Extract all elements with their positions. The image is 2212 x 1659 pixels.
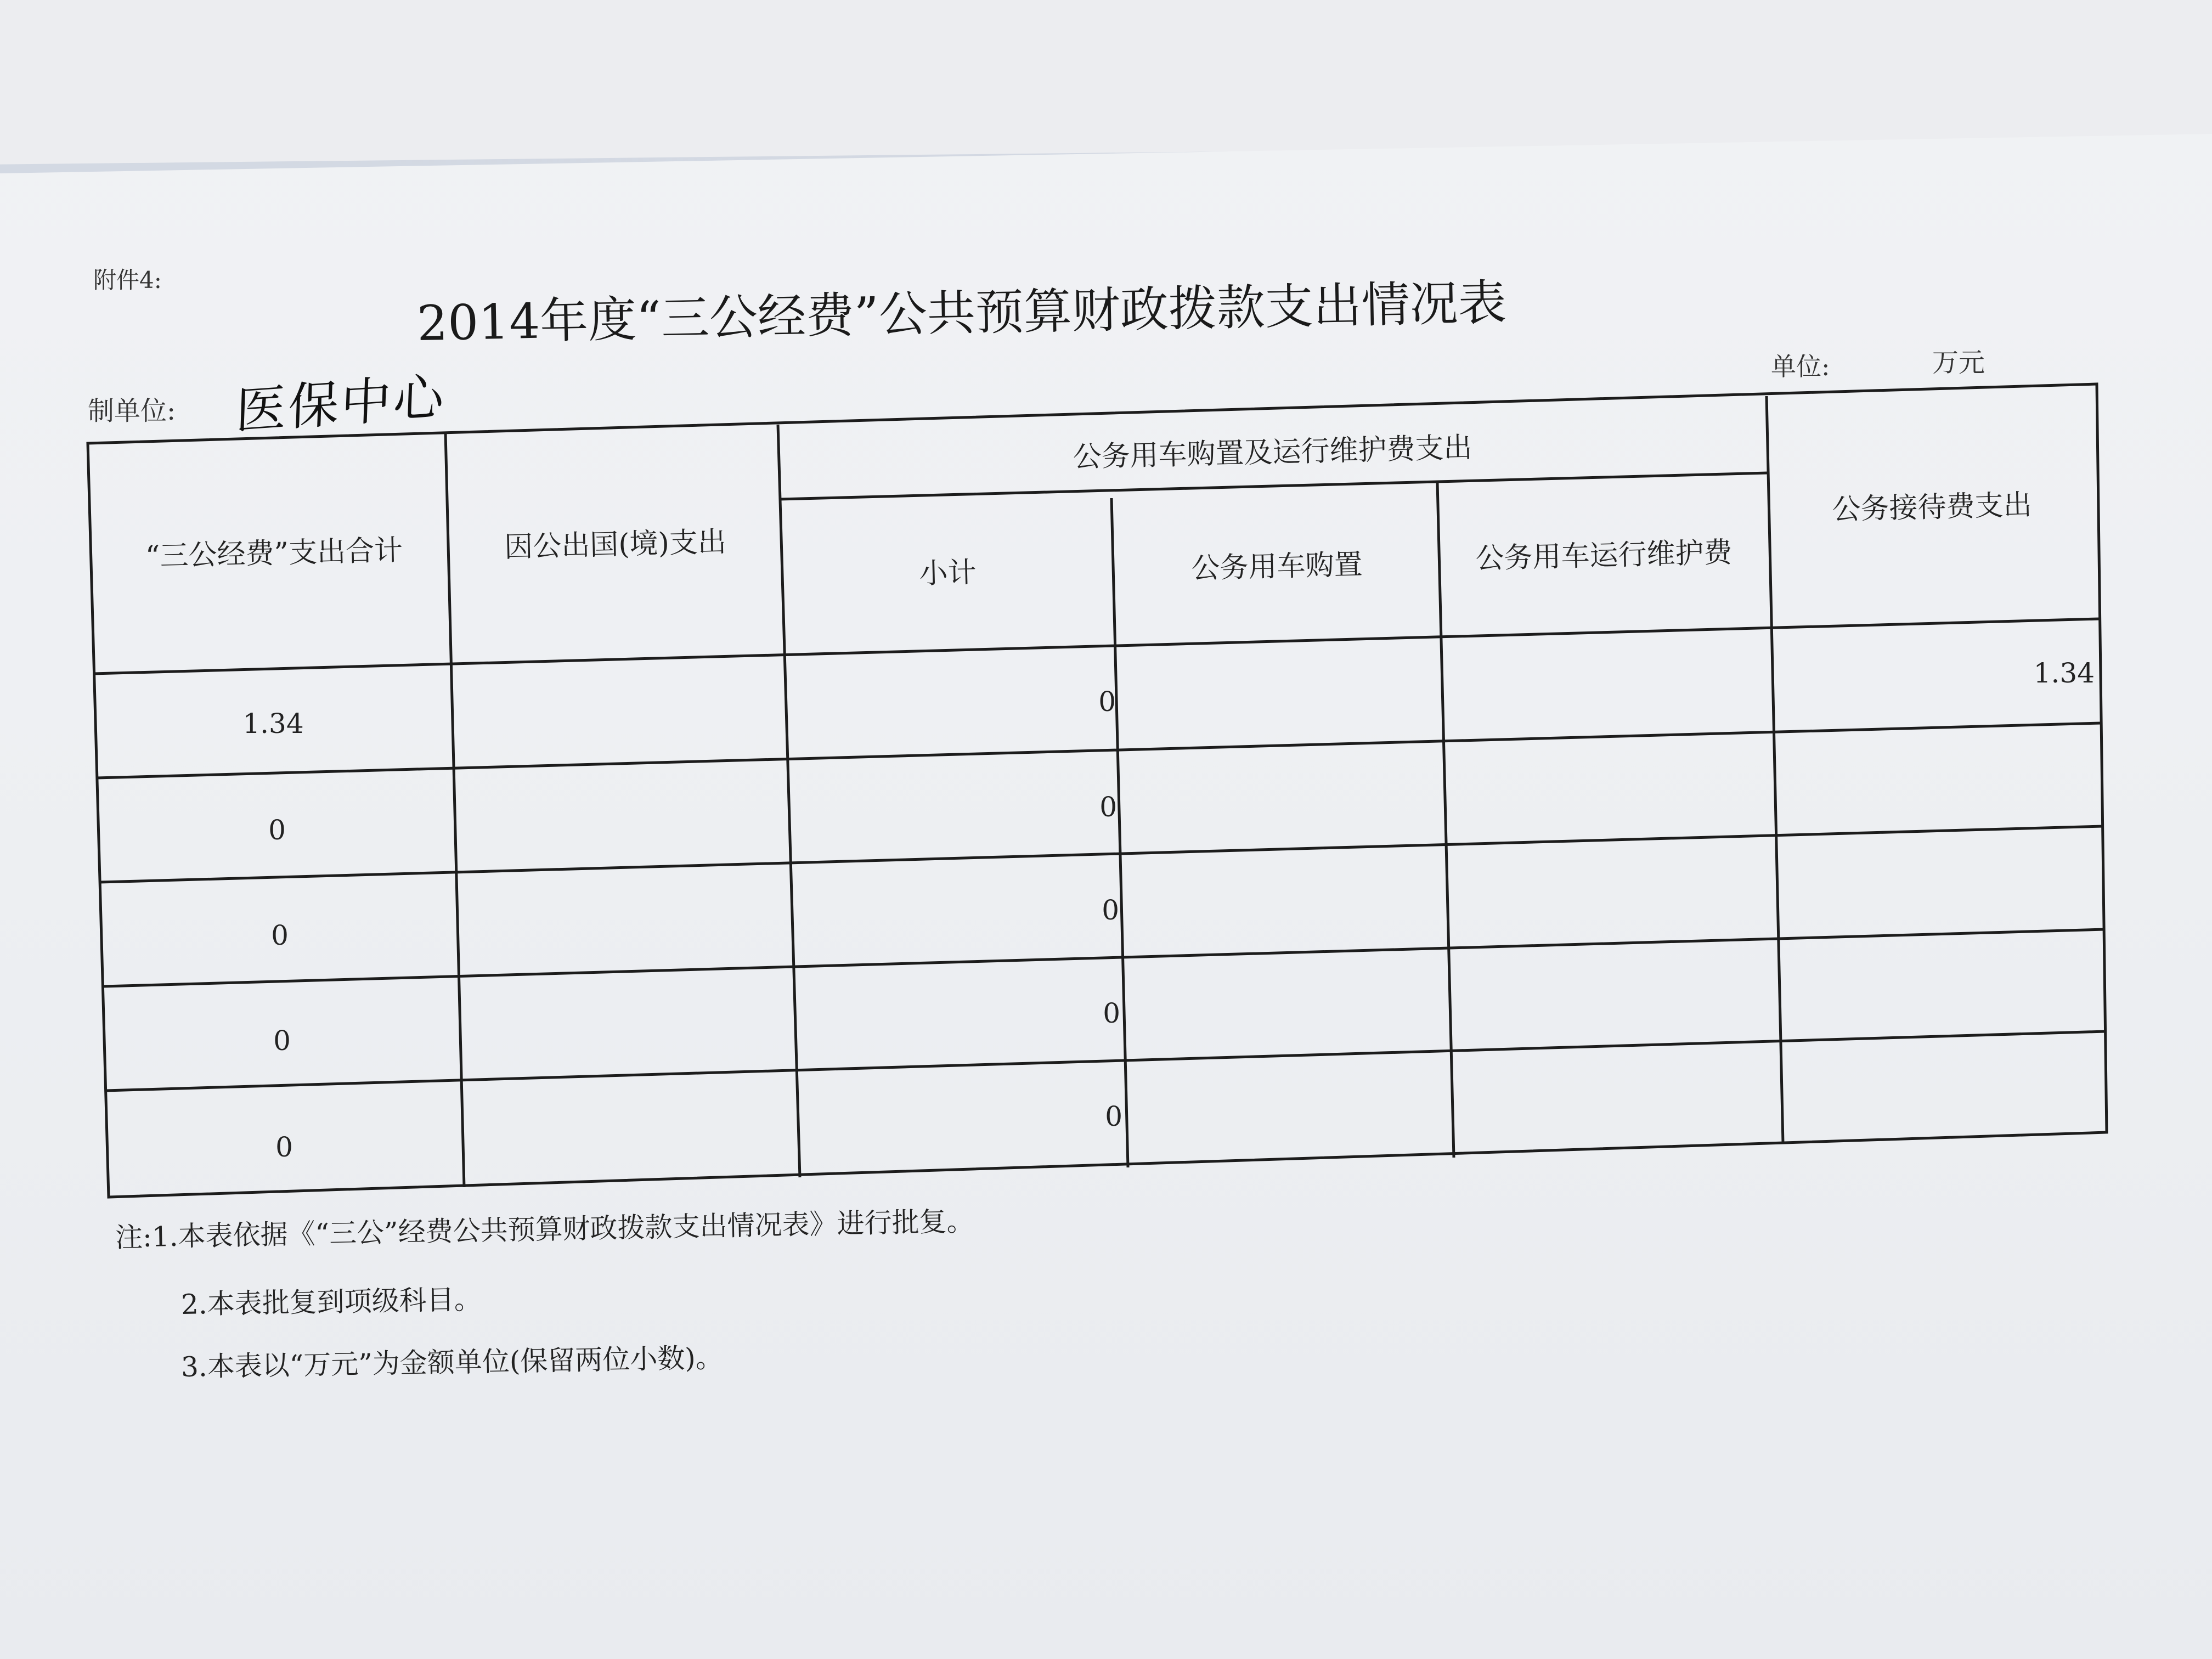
row-3-subtotal: 0 [1102,894,1119,926]
row-5-subtotal: 0 [1105,1101,1122,1132]
note-2: 2.本表批复到项级科目。 [180,1283,482,1321]
row-2-subtotal: 0 [1099,791,1117,823]
row-1-total: 1.34 [242,708,304,740]
header-vehicle-maintenance: 公务用车运行维护费 [1475,536,1733,575]
header-vehicle-purchase: 公务用车购置 [1190,548,1363,585]
table-border [88,384,2107,1197]
column-divider-2 [778,425,800,1177]
header-overseas: 因公出国(境)支出 [504,526,727,564]
row-1-reception: 1.34 [2033,657,2095,689]
row-line-3 [103,929,2104,986]
maker-label: 制单位: [88,396,176,426]
document-title: 2014年度“三公经费”公共预算财政拨款支出情况表 [416,274,1507,352]
header-total: “三公经费”支出合计 [145,534,403,573]
row-3-total: 0 [271,919,289,951]
row-line-1 [97,723,2101,778]
unit-value: 万元 [1932,347,1985,378]
header-bottom-line [93,619,2099,674]
column-divider-4 [1437,483,1454,1158]
vehicle-group-divider [779,473,1768,499]
column-divider-3 [1111,498,1128,1167]
row-line-2 [100,826,2103,882]
header-vehicle-group: 公务用车购置及运行维护费支出 [1072,431,1473,474]
unit-label: 单位: [1771,352,1830,381]
column-divider-5 [1767,396,1783,1143]
row-5-total: 0 [275,1131,293,1163]
column-divider-1 [445,433,464,1187]
row-4-subtotal: 0 [1103,997,1120,1029]
header-subtotal: 小计 [918,556,977,591]
row-4-total: 0 [273,1025,291,1057]
row-1-subtotal: 0 [1098,686,1116,718]
attachment-label: 附件4: [93,267,162,294]
row-2-total: 0 [268,814,286,846]
maker-handwritten-value: 医保中心 [234,366,447,441]
note-3: 3.本表以“万元”为金额单位(保留两位小数)。 [180,1341,724,1383]
table-grid [88,384,2107,1197]
note-1: 注:1.本表依据《“三公”经费公共预算财政拨款支出情况表》进行批复。 [115,1205,975,1254]
row-line-4 [106,1031,2106,1091]
header-reception: 公务接待费支出 [1831,488,2033,527]
